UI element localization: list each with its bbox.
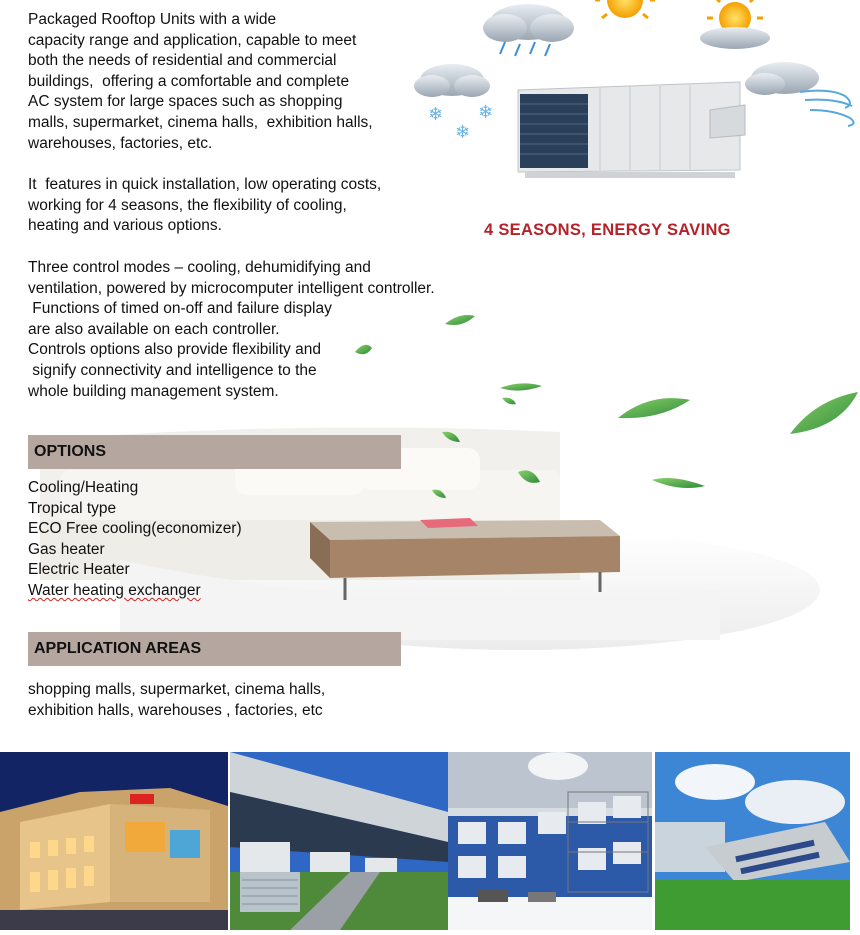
intro-paragraph-2: It features in quick installation, low operating costs, working for 4 seasons, the flexibility of cooling, heating and various options. (28, 176, 382, 235)
application-areas-text: shopping malls, supermarket, cinema halls, exhibition halls, warehouses , factories, etc (28, 681, 326, 719)
application-areas-header (28, 632, 401, 666)
rooftop-installation-photo (230, 752, 448, 930)
svg-text:❄: ❄ (455, 122, 471, 143)
options-list (28, 478, 242, 602)
wind-cloud-icon (745, 62, 854, 126)
svg-text:❄: ❄ (478, 102, 494, 123)
shopping-mall-photo (0, 752, 228, 930)
options-heading: OPTIONS (34, 443, 107, 460)
intro-paragraph-1: Packaged Rooftop Units with a wide capacity range and application, capable to meet both the needs of residential and commercial buildings, offering a comfortable and complete AC system for large spaces such as shopping malls, supermarket, cinema halls, exhibition halls, warehouses, factories, etc. (28, 11, 373, 152)
option-item: Tropical type (28, 499, 117, 517)
energy-saving-tagline: 4 SEASONS, ENERGY SAVING (484, 221, 731, 239)
sun-icon (595, 0, 655, 18)
option-item: Water heating exchanger (28, 581, 201, 599)
rooftop-unit-image (518, 82, 745, 178)
sun-cloud-icon (700, 0, 770, 49)
svg-text:❄: ❄ (428, 104, 444, 125)
intro-paragraph-3: Three control modes – cooling, dehumidifying and ventilation, powered by microcomputer intelligent controller. Functions of timed on-off and failure display are also available on each controller. Controls options also provide flexibility and signify connectivity and intelligence to the whole building management system. (28, 259, 435, 400)
option-item: Cooling/Heating (28, 479, 139, 496)
application-areas-heading: APPLICATION AREAS (34, 640, 202, 657)
winter-building-photo (448, 752, 652, 930)
snow-cloud-icon (414, 64, 493, 143)
rain-cloud-icon (483, 4, 574, 56)
monument-sign-photo (655, 752, 850, 930)
options-header (28, 435, 401, 469)
option-item: ECO Free cooling(economizer) (28, 520, 242, 538)
option-item: Electric Heater (28, 561, 130, 579)
option-item: Gas heater (28, 540, 105, 558)
